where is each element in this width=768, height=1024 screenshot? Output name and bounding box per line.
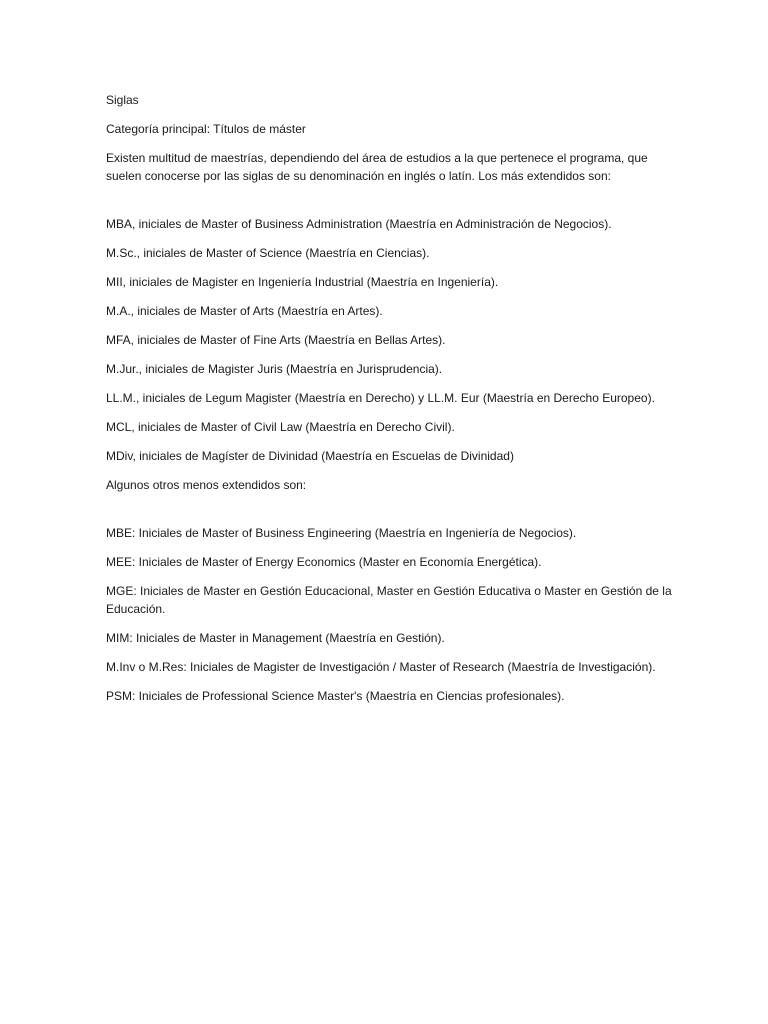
other-list-item: M.Inv o M.Res: Iniciales de Magister de Investigación / Master of Research (Maestría de Investigación).	[106, 660, 656, 674]
main-list-item: M.Jur., iniciales de Magister Juris (Maestría en Jurisprudencia).	[106, 362, 443, 376]
others-heading: Algunos otros menos extendidos son:	[106, 478, 307, 492]
main-list-item: LL.M., iniciales de Legum Magister (Maestría en Derecho) y LL.M. Eur (Maestría en Derecho Europeo).	[106, 391, 655, 405]
main-list-item: MCL, iniciales de Master of Civil Law (Maestría en Derecho Civil).	[106, 420, 455, 434]
intro-paragraph: Existen multitud de maestrías, dependiendo del área de estudios a la que pertenece el programa, que suelen conocerse por las siglas de su denominación en inglés o latín. Los más extendidos son:	[106, 151, 648, 183]
other-list-item: MEE: Iniciales de Master of Energy Economics (Master en Economía Energética).	[106, 555, 542, 569]
main-list-item: MII, iniciales de Magister en Ingeniería Industrial (Maestría en Ingeniería).	[106, 275, 499, 289]
document-body	[106, 91, 686, 705]
main-list-item: M.Sc., iniciales de Master of Science (Maestría en Ciencias).	[106, 246, 430, 260]
other-list-item: MIM: Iniciales de Master in Management (Maestría en Gestión).	[106, 631, 445, 645]
category-line: Categoría principal: Títulos de máster	[106, 122, 306, 136]
main-list-item: M.A., iniciales de Master of Arts (Maestría en Artes).	[106, 304, 383, 318]
main-list-item: MFA, iniciales de Master of Fine Arts (Maestría en Bellas Artes).	[106, 333, 446, 347]
other-list-item: MGE: Iniciales de Master en Gestión Educacional, Master en Gestión Educativa o Master en Gestión de la Educación.	[106, 584, 672, 616]
other-list-item: PSM: Iniciales de Professional Science Master's (Maestría en Ciencias profesionales).	[106, 689, 565, 703]
document-heading: Siglas	[106, 93, 139, 107]
main-list-item: MDiv, iniciales de Magíster de Divinidad (Maestría en Escuelas de Divinidad)	[106, 449, 514, 463]
other-list-item: MBE: Iniciales de Master of Business Engineering (Maestría en Ingeniería de Negocios).	[106, 526, 577, 540]
main-list-item: MBA, iniciales de Master of Business Administration (Maestría en Administración de Negocios).	[106, 217, 612, 231]
